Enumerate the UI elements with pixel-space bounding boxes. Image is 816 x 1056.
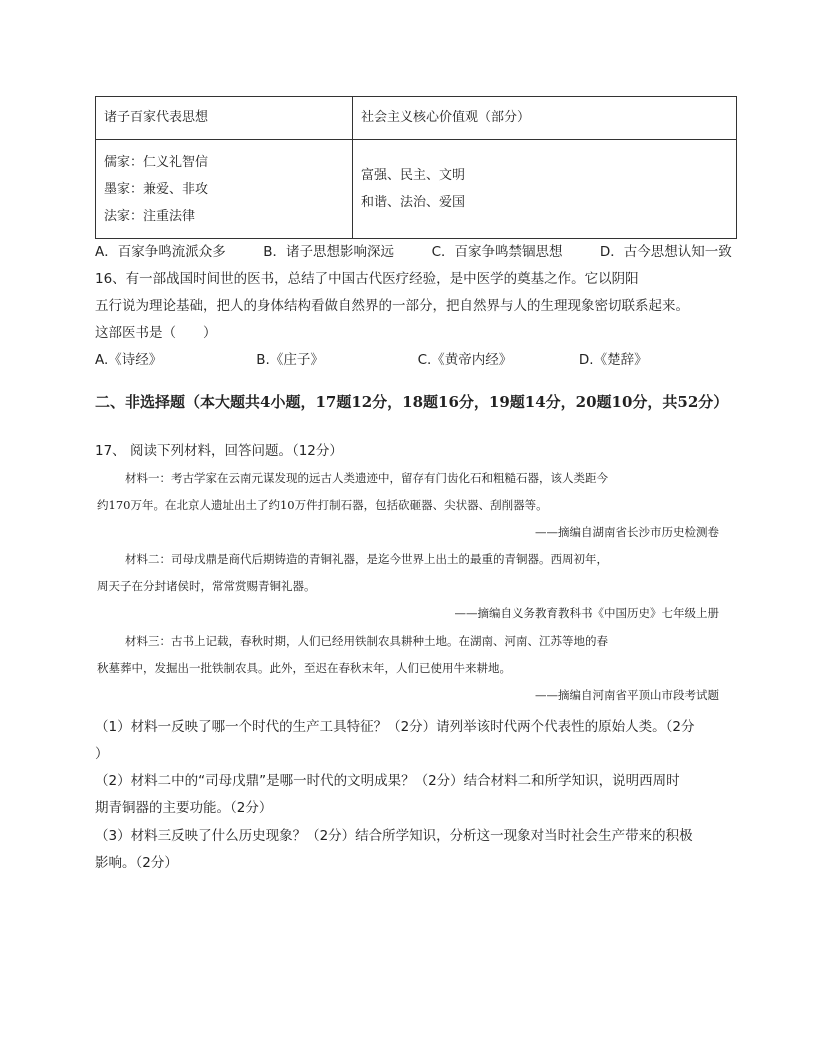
material-3-line-2: 秋墓葬中，发掘出一批铁制农具。此外，至迟在春秋末年，人们已使用牛来耕地。 [97, 661, 511, 675]
q16-option-b: B.《庄子》 [256, 352, 324, 368]
q15-option-d: D．古今思想认知一致 [599, 244, 732, 260]
q17-sub3-line-2: 影响。（2分） [95, 855, 178, 871]
table-header-row [96, 97, 737, 140]
q17-stem: 17、 阅读下列材料，回答问题。（12分） [95, 443, 343, 459]
table-left-line: 儒家：仁义礼智信 [104, 154, 209, 170]
material-1-line-1: 材料一：考古学家在云南元谋发现的远古人类遗迹中，留存有门齿化石和粗糙石器，该人类距今 [125, 471, 608, 485]
material-1-line-2: 约170万年。在北京人遗址出土了约10万件打制石器，包括砍砸器、尖状器、刮削器等。 [97, 498, 548, 512]
table-header-left: 诸子百家代表思想 [96, 97, 353, 140]
material-3-line-1: 材料三：古书上记载，春秋时期，人们已经用铁制农具耕种土地。在湖南、河南、江苏等地的春 [125, 634, 608, 648]
table-cell-left [96, 140, 353, 239]
table-cell-right [353, 140, 737, 239]
comparison-table [95, 96, 737, 239]
q16-option-d: D.《楚辞》 [578, 352, 648, 368]
q15-option-a: A．百家争鸣流派众多 [95, 244, 226, 260]
q17-sub2-line-2: 期青铜器的主要功能。（2分） [95, 800, 273, 816]
q15-option-b: B．诸子思想影响深远 [263, 244, 395, 260]
q17-sub1-line-1: （1）材料一反映了哪一个时代的生产工具特征？（2分）请列举该时代两个代表性的原始人类。（2分 [95, 719, 695, 735]
q16-option-a: A.《诗经》 [95, 352, 163, 368]
table-right-line: 和谐、法治、爱国 [361, 195, 466, 210]
table-header-right: 社会主义核心价值观（部分） [353, 97, 737, 140]
q16-option-c: C.《黄帝内经》 [417, 352, 513, 368]
q17-sub2-line-1: （2）材料二中的“司母戊鼎”是哪一时代的文明成果？（2分）结合材料二和所学知识，说明西周时 [95, 773, 680, 789]
q17-sub1-line-2: ） [95, 746, 109, 762]
q16-line-3: 这部医书是（ ） [95, 325, 217, 341]
material-2-line-2: 周天子在分封诸侯时，常常赏赐青铜礼器。 [97, 579, 316, 593]
q15-option-c: C．百家争鸣禁锢思想 [431, 244, 563, 260]
q16-line-1: 16、有一部战国时间世的医书，总结了中国古代医疗经验，是中医学的奠基之作。它以阴阳 [95, 271, 639, 287]
table-right-line: 富强、民主、文明 [361, 168, 466, 183]
material-1-source: ——摘编自湖南省长沙市历史检测卷 [535, 525, 719, 539]
q16-line-2: 五行说为理论基础，把人的身体结构看做自然界的一部分，把自然界与人的生理现象密切联系起来。 [95, 298, 689, 314]
material-2-line-1: 材料二：司母戊鼎是商代后期铸造的青铜礼器，是迄今世界上出土的最重的青铜器。西周初年， [125, 552, 608, 566]
section-2-title: 二、非选择题（本大题共4小题，17题12分，18题16分，19题14分，20题10分，共52分） [95, 393, 729, 411]
material-2-source: ——摘编自义务教育教科书《中国历史》七年级上册 [454, 606, 719, 620]
table-left-line: 法家：注重法律 [104, 208, 196, 224]
table-left-line: 墨家：兼爱、非攻 [104, 181, 209, 197]
q16-options [95, 348, 648, 368]
table-body-row [96, 140, 737, 239]
q15-options [95, 240, 732, 260]
material-3-source: ——摘编自河南省平顶山市段考试题 [535, 688, 719, 702]
q17-sub3-line-1: （3）材料三反映了什么历史现象？（2分）结合所学知识，分析这一现象对当时社会生产带来的积极 [95, 828, 693, 844]
